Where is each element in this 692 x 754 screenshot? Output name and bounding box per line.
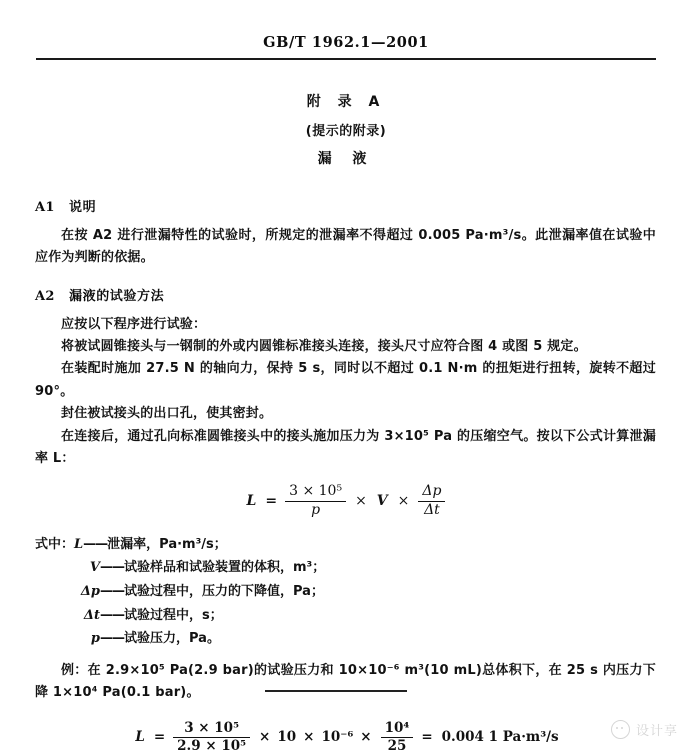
watermark-label: 设计享 xyxy=(635,724,678,739)
clause-a2-paragraph-5: 在连接后，通过孔向标准圆锥接头中的接头施加压力为 3×10⁵ Pa 的压缩空气。按以下公式计算泄漏率 L： xyxy=(35,428,656,466)
where-list-row xyxy=(35,580,656,604)
formula-equals: = xyxy=(265,493,278,510)
where-symbol: Δt xyxy=(83,607,100,623)
page-header xyxy=(0,0,692,60)
where-dash: —— xyxy=(100,631,124,647)
example-paragraph: 例：在 2.9×10⁵ Pa(2.9 bar)的试验压力和 10×10⁻⁶ m³(10 mL)总体积下，在 25 s 内压力下降 1×10⁴ Pa(0.1 bar)。 xyxy=(35,662,656,701)
where-lead: 式中： xyxy=(35,536,75,552)
clause-a2-paragraph-4: 封住被试接头的出口孔，使其密封。 xyxy=(61,406,273,422)
standard-code: GB/T 1962.1—2001 xyxy=(263,34,429,51)
header-divider xyxy=(36,58,656,60)
where-definition: 试验压力，Pa。 xyxy=(124,631,220,647)
clause-title-a2: 漏液的试验方法 xyxy=(69,288,165,304)
example-fraction-numerator: 3 × 10⁵ xyxy=(184,719,239,736)
where-symbol: V xyxy=(89,560,100,576)
annex-name: 漏 液 xyxy=(317,151,375,167)
page-bottom-divider xyxy=(265,690,407,692)
formula-fraction-denominator: p xyxy=(311,501,321,518)
where-list-row xyxy=(35,556,656,580)
example-times-1: × xyxy=(259,729,271,746)
annex-title-block xyxy=(0,91,692,168)
clause-heading-a2 xyxy=(35,285,656,304)
formula-lhs: L xyxy=(246,493,257,510)
clause-number-a1: A1 xyxy=(35,200,55,215)
example-result-value: 0.004 1 Pa·m³/s xyxy=(441,729,559,746)
example-factor-b: 10⁻⁶ xyxy=(321,729,354,746)
formula-factor-volume: V xyxy=(376,493,388,510)
where-list-row xyxy=(35,604,656,628)
where-symbol: p xyxy=(90,631,100,647)
annex-subtitle: (提示的附录) xyxy=(305,124,387,139)
where-dash: —— xyxy=(83,536,108,552)
formula-fraction-delta xyxy=(418,484,445,518)
where-definition: 泄漏率，Pa·m³/s； xyxy=(107,536,227,552)
example-fraction-time xyxy=(381,721,414,754)
where-list-row xyxy=(35,627,656,651)
clause-number-a2: A2 xyxy=(35,288,55,304)
example-formula-lhs: L xyxy=(135,729,145,746)
formula-times-1: × xyxy=(355,493,367,510)
where-dash: —— xyxy=(100,607,124,623)
example-formula-equals: = xyxy=(153,729,166,746)
clause-a2-paragraph-3: 在装配时施加 27.5 N 的轴向力，保持 5 s，同时以不超过 0.1 N·m 的扭矩进行扭转，旋转不超过 90°。 xyxy=(35,361,656,399)
example-factor-a: 10 xyxy=(277,729,297,746)
where-list-row xyxy=(35,533,656,557)
where-symbol: Δp xyxy=(80,583,100,599)
document-body xyxy=(0,196,692,754)
formula-fraction-pressure xyxy=(285,484,346,518)
where-definition: 试验过程中，压力的下降值，Pa； xyxy=(124,583,324,599)
example-fraction-pressure xyxy=(173,721,250,754)
example-result-equals: = xyxy=(421,729,433,746)
watermark xyxy=(611,720,678,739)
formula-example-calculation xyxy=(35,721,656,754)
formula-delta-denominator: Δt xyxy=(424,501,440,518)
example-fraction-denominator: 2.9 × 10⁵ xyxy=(177,737,247,754)
annex-label: 附 录 A xyxy=(306,94,386,110)
clause-a2-paragraph-1: 应按以下程序进行试验： xyxy=(61,316,207,332)
formula-fraction-numerator: 3 × 10⁵ xyxy=(289,483,343,500)
clause-a2-paragraph-2: 将被试圆锥接头与一钢制的外或内圆锥标准接头连接，接头尺寸应符合图 4 或图 5 规定。 xyxy=(61,339,587,355)
example-times-3: × xyxy=(360,729,372,746)
formula-delta-numerator: Δp xyxy=(422,483,442,500)
example-times-2: × xyxy=(303,729,315,746)
example-time-denominator: 25 xyxy=(387,737,407,754)
formula-leak-rate xyxy=(35,484,656,518)
clause-title-a1: 说明 xyxy=(69,200,97,215)
where-symbol: L xyxy=(74,536,84,552)
formula-times-2: × xyxy=(397,493,410,510)
clause-heading-a1 xyxy=(35,196,656,215)
wechat-logo-icon xyxy=(611,720,630,739)
where-dash: —— xyxy=(100,583,124,599)
symbol-definition-list xyxy=(35,533,656,651)
where-definition: 试验过程中，s； xyxy=(124,607,223,623)
where-dash: —— xyxy=(100,560,124,576)
example-time-numerator: 10⁴ xyxy=(384,719,410,736)
clause-a1-paragraph: 在按 A2 进行泄漏特性的试验时，所规定的泄漏率不得超过 0.005 Pa·m³/s。此泄漏率值在试验中应作为判断的依据。 xyxy=(35,228,656,266)
where-definition: 试验样品和试验装置的体积，m³； xyxy=(124,560,326,576)
